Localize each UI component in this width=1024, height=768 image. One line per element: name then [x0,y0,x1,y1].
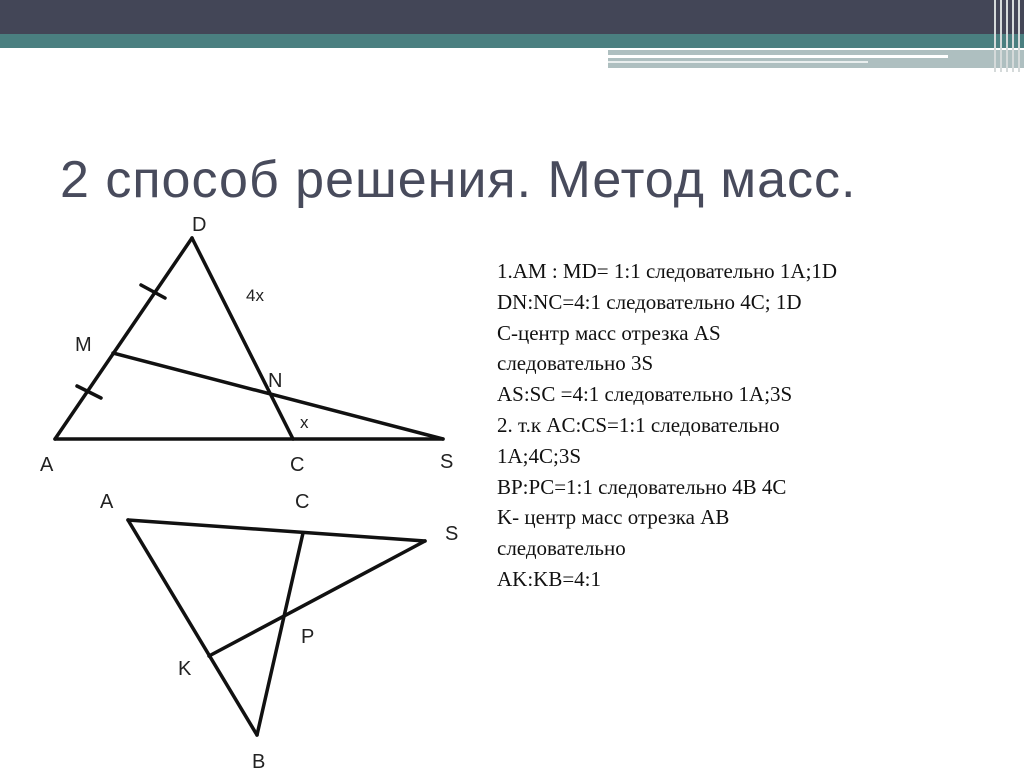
solution-steps [497,256,997,595]
step-line: C-центр масс отрезка AS [497,320,721,345]
header-white-line [608,55,948,58]
header-dark-band [0,0,1024,34]
label-s-bottom: S [445,523,459,545]
segment-as-bottom [128,520,425,541]
label-c-bottom: C [295,491,310,513]
step-line: DN:NC=4:1 следовательно 4C; 1D [497,289,802,314]
label-4x: 4x [246,286,264,305]
label-a-bottom: A [100,491,114,513]
label-a-top: A [40,454,54,476]
header-teal-band [0,34,1024,48]
header-light-band [608,50,1024,68]
label-p: P [301,626,315,648]
header-stripes [990,0,1024,72]
step-line: 1.AM : MD= 1:1 следовательно 1A;1D [497,259,838,283]
step-line: K- центр масс отрезка AB [497,505,730,530]
label-d: D [192,214,207,236]
label-x: x [300,413,309,432]
step-line: следовательно 3S [497,351,654,376]
segment-ab [128,520,257,735]
top-triangle [55,238,443,439]
step-line: AS:SC =4:1 следовательно 1A;3S [497,382,793,407]
label-s-top: S [440,451,454,473]
segment-sk [209,541,425,656]
step-line: 1A;4C;3S [497,443,582,468]
step-line: BP:PC=1:1 следовательно 4B 4C [497,474,787,499]
slide-title: 2 способ решения. Метод масс. [60,151,857,209]
step-line: AK:KB=4:1 [497,566,602,591]
label-m: M [75,334,92,356]
label-c-top: C [290,454,305,476]
segment-ms [113,353,443,439]
segment-dc [192,238,293,439]
label-k: K [178,658,192,680]
bottom-triangle [128,520,425,735]
header-white-line-2 [608,61,868,63]
step-line: 2. т.к AC:CS=1:1 следовательно [497,412,780,437]
segment-cb [257,533,303,735]
header-decoration [0,0,1024,72]
label-b: B [252,751,266,768]
step-line: следовательно [497,536,626,561]
geometry-figure [0,210,500,768]
label-n: N [268,370,283,392]
